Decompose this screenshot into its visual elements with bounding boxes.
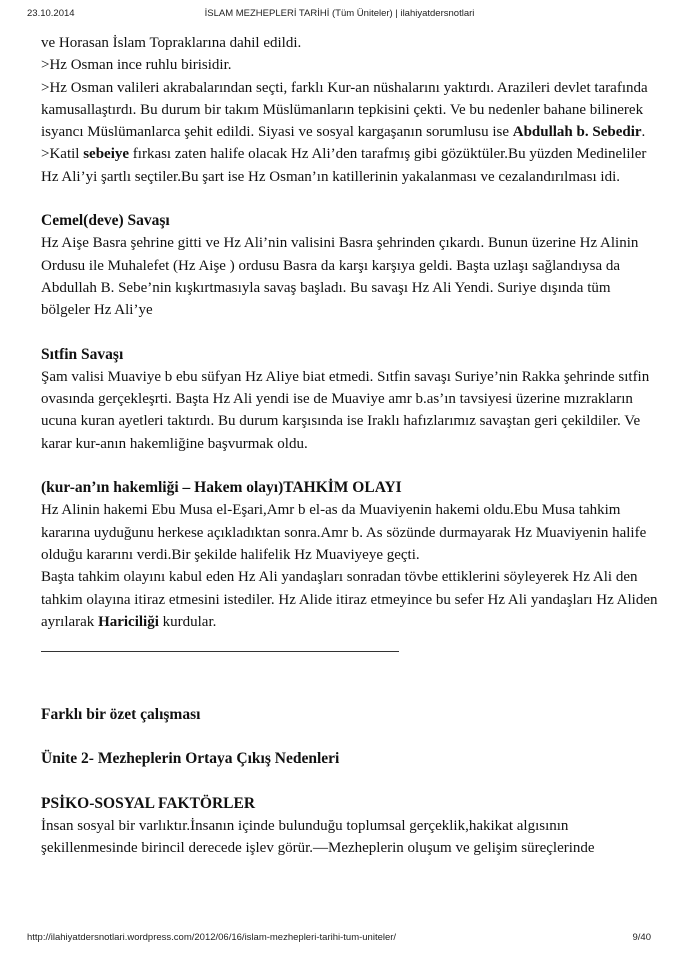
spacer <box>41 771 661 793</box>
intro-p3-end: . <box>641 124 646 141</box>
header-title: İSLAM MEZHEPLERİ TARİHİ (Tüm Üniteler) | ilahiyatdersnotlari <box>204 8 475 19</box>
intro-p4-text: fırkası zaten halife olacak Hz Ali’den tarafmış gibi gözüktüler.Bu yüzden Medineliler Hz Ali’yi şartlı seçtiler.Bu şart ise Hz Osman’ın katillerinin yakalanması ve cezalandırılması idi. <box>41 146 647 185</box>
sifin-heading: Sıtfin Savaşı <box>41 345 124 363</box>
intro-p3-text: >Hz Osman valileri akrabalarından seçti, farklı Kur-an nüshalarını yaktırdı. Arazileri devlet tarafında kamusallaştırdı. Bu durum bir takım Müslümanların tepkisini çekti. Ve bu nedenler bahane bilinerek isyancı Müslümanlarca şehit edildi. Siyasi ve sosyal kargaşanın sorumlusu ise <box>41 79 648 141</box>
intro-p4-bold: sebeiye <box>83 146 130 163</box>
footer-url: http://ilahiyatdersnotlari.wordpress.com/2012/06/16/islam-mezhepleri-tarihi-tum-uniteler/ <box>27 932 397 943</box>
spacer <box>41 322 661 344</box>
intro-paragraph-osman <box>41 77 661 144</box>
document-body <box>41 32 661 860</box>
psiko-body: İnsan sosyal bir varlıktır.İnsanın içinde bulunduğu toplumsal gerçeklik,hakikat algısının şekillenmesinde birincil derecede işlev görür.—Mezheplerin oluşum ve gelişim süreçlerinde <box>41 818 595 857</box>
tahkim-p2-text: Başta tahkim olayını kabul eden Hz Ali yandaşları sonradan tövbe ettiklerini söyleyerek Hz Ali den tahkim olayına itiraz etmesini istediler. Hz Alide itiraz etmeyince bu sefer Hz Ali yandaşları Hz Aliden ayrılarak <box>41 569 658 630</box>
tahkim-p2-end: kurdular. <box>158 613 217 630</box>
page-footer <box>0 932 679 946</box>
footer-page-number: 9/40 <box>632 932 651 943</box>
intro-line-2: >Hz Osman ince ruhlu birisidir. <box>41 57 232 74</box>
tahkim-paragraph-2 <box>41 566 661 633</box>
page-header <box>0 8 679 22</box>
cemel-body: Hz Aişe Basra şehrine gitti ve Hz Ali’nin valisini Basra şehrinden çıkardı. Bunun üzerine Hz Alinin Ordusu ile Muhalefet (Hz Aişe ) ordusu Basra da karşı karşıya geldi. Başta uzlaşı sağlandıysa da Abdullah B. Sebe’nin kışkırtmasıyla savaş başladı. Bu savaşı Hz Ali Yendi. Suriye dışında tüm bölgeler Hz Ali’ye <box>41 235 639 319</box>
tahkim-p2-bold: Hariciliği <box>98 613 159 630</box>
intro-paragraph-katil <box>41 143 661 188</box>
spacer <box>41 652 661 704</box>
sifin-body: Şam valisi Muaviye b ebu süfyan Hz Aliye biat etmedi. Sıtfin savaşı Suriye’nin Rakka şehrinde sıtfin ovasında gerçekleşrti. Başta Hz Ali yendi ise de Muaviye amr b.as’ın tavsiyesi üzerine mızrakların ucuna kuran ayetleri taktırdı. Bu durum karşısında ise Iraklı hafızlarımız savaştan geri çekildiler. Ve karar kur-anın hakemliğine başvurmak oldu. <box>41 368 650 452</box>
psiko-heading: PSİKO-SOSYAL FAKTÖRLER <box>41 794 256 812</box>
intro-p4-start: >Katil <box>41 146 84 163</box>
spacer <box>41 455 661 477</box>
intro-line-1: ve Horasan İslam Topraklarına dahil edildi. <box>41 35 302 51</box>
summary-heading: Farklı bir özet çalışması <box>41 706 201 724</box>
tahkim-paragraph-1: Hz Alinin hakemi Ebu Musa el-Eşari,Amr b el-as da Muaviyenin hakemi oldu.Ebu Musa tahkim kararına uyduğunu herkese açıkladıktan sonra.Amr b. As sözünde durmayarak Hz Muaviyenin halife olduğu kararını verdi.Bir şekilde halifelik Hz Muaviyeye geçti. <box>41 502 647 563</box>
unit-heading: Ünite 2- Mezheplerin Ortaya Çıkış Nedenleri <box>41 750 340 768</box>
cemel-heading: Cemel(deve) Savaşı <box>41 212 170 230</box>
spacer <box>41 188 661 210</box>
intro-p3-bold: Abdullah b. Sebedir <box>512 124 642 141</box>
header-date: 23.10.2014 <box>27 8 75 19</box>
spacer <box>41 726 661 748</box>
tahkim-heading: (kur-an’ın hakemliği – Hakem olayı)TAHKİM OLAYI <box>41 479 402 497</box>
